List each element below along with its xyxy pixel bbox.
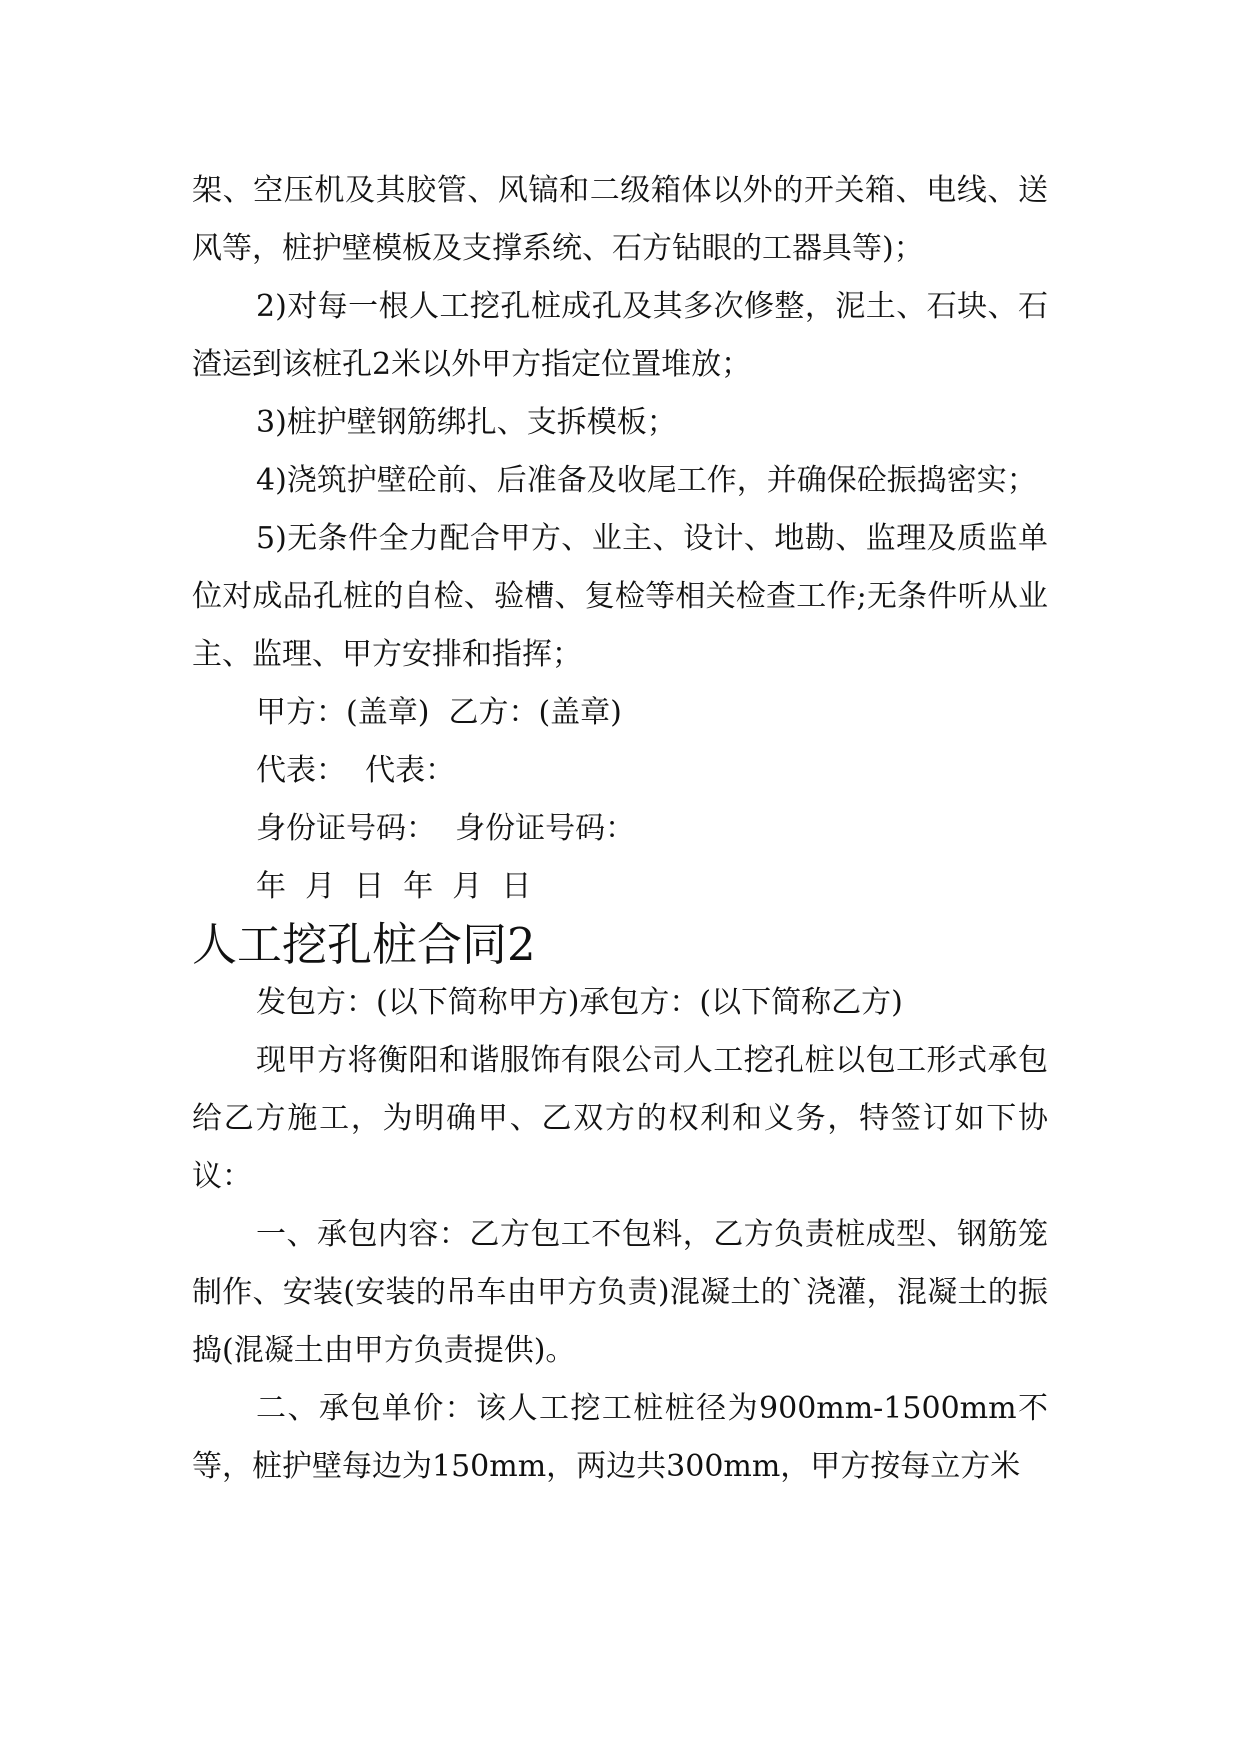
paragraph-item-2: 2)对每一根人工挖孔桩成孔及其多次修整，泥土、石块、石渣运到该桩孔2米以外甲方指定位置堆放； (192, 289, 1048, 382)
paragraph-item-3: 3)桩护壁钢筋绑扎、支拆模板； (256, 405, 677, 440)
document-body (192, 162, 1048, 1496)
signature-representatives: 代表： 代表： (256, 753, 456, 788)
paragraph-continuation: 架、空压机及其胶管、风镐和二级箱体以外的开关箱、电线、送风等，桩护壁模板及支撑系统、石方钻眼的工器具等)； (192, 173, 1048, 266)
signature-id-numbers: 身份证号码： 身份证号码： (256, 811, 636, 846)
signature-block (192, 684, 1048, 916)
signature-parties: 甲方：(盖章) 乙方：(盖章) (256, 695, 622, 730)
contract-2-parties: 发包方：(以下简称甲方)承包方：(以下简称乙方) (256, 985, 903, 1020)
paragraph-item-5: 5)无条件全力配合甲方、业主、设计、地勘、监理及质监单位对成品孔桩的自检、验槽、复检等相关检查工作;无条件听从业主、监理、甲方安排和指挥； (192, 521, 1048, 672)
contract-2-clause-2: 二、承包单价：该人工挖工桩桩径为900mm-1500mm不等，桩护壁每边为150mm，两边共300mm，甲方按每立方米 (192, 1391, 1048, 1484)
signature-dates: 年 月 日 年 月 日 (256, 869, 532, 904)
contract-2-clause-1: 一、承包内容：乙方包工不包料，乙方负责桩成型、钢筋笼制作、安装(安装的吊车由甲方负责)混凝土的`浇灌，混凝土的振捣(混凝土由甲方负责提供)。 (192, 1217, 1048, 1368)
contract-2-intro: 现甲方将衡阳和谐服饰有限公司人工挖孔桩以包工形式承包给乙方施工，为明确甲、乙双方的权利和义务，特签订如下协议： (192, 1043, 1048, 1194)
contract-2-title: 人工挖孔桩合同2 (192, 918, 536, 971)
paragraph-item-4: 4)浇筑护壁砼前、后准备及收尾工作，并确保砼振捣密实； (256, 463, 1037, 498)
